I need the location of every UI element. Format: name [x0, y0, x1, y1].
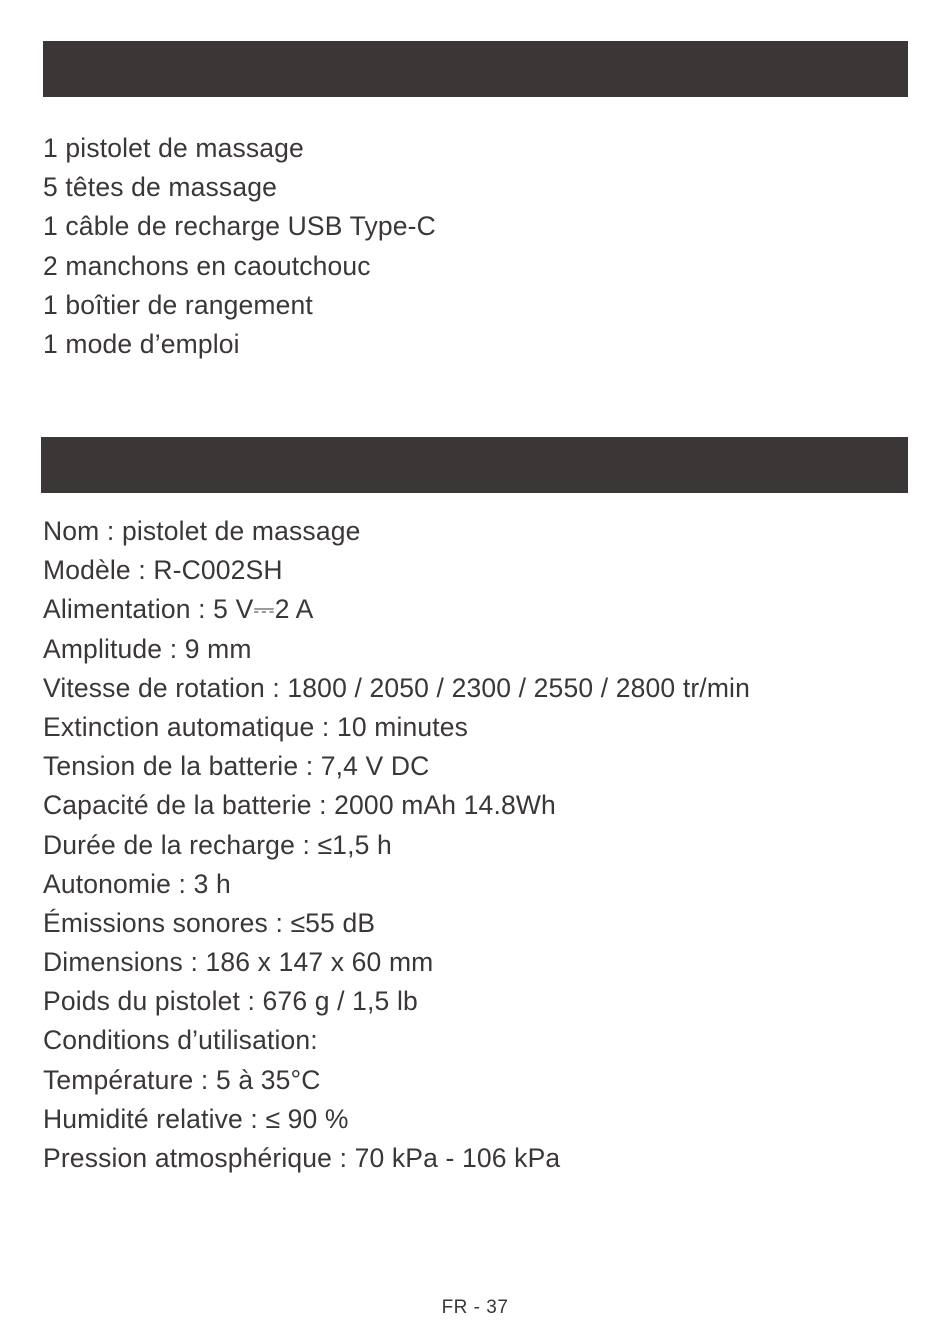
spec-item: Alimentation : 5 V⎓2 A [43, 594, 314, 625]
spec-item: Nom : pistolet de massage [43, 516, 361, 546]
specifications-list [43, 512, 750, 1178]
spec-item: Tension de la batterie : 7,4 V DC [43, 751, 430, 782]
section-header-bar-specifications [41, 437, 908, 493]
spec-item: Capacité de la batterie : 2000 mAh 14.8Wh [43, 790, 556, 821]
list-item: 1 boîtier de rangement [43, 289, 313, 320]
spec-item: Température : 5 à 35°C [43, 1064, 321, 1095]
spec-item: Vitesse de rotation : 1800 / 2050 / 2300 / 2550 / 2800 tr/min [43, 672, 750, 703]
spec-item: Poids du pistolet : 676 g / 1,5 lb [43, 986, 418, 1017]
spec-item: Modèle : R-C002SH [43, 555, 283, 586]
spec-item: Autonomie : 3 h [43, 868, 231, 899]
list-item: 1 câble de recharge USB Type-C [43, 211, 436, 242]
section-header-bar-contents [43, 41, 908, 97]
spec-item: Pression atmosphérique : 70 kPa - 106 kPa [43, 1143, 561, 1173]
spec-item: Dimensions : 186 x 147 x 60 mm [43, 947, 434, 978]
spec-item: Humidité relative : ≤ 90 % [43, 1103, 349, 1134]
spec-item: Conditions d’utilisation: [43, 1025, 318, 1056]
spec-item: Durée de la recharge : ≤1,5 h [43, 829, 392, 860]
list-item: 2 manchons en caoutchouc [43, 250, 371, 281]
package-contents-list [43, 129, 436, 364]
spec-item: Amplitude : 9 mm [43, 633, 252, 664]
spec-item: Émissions sonores : ≤55 dB [43, 907, 376, 938]
list-item: 5 têtes de massage [43, 172, 277, 203]
page-number: FR - 37 [441, 1297, 509, 1318]
list-item: 1 mode d’emploi [43, 328, 240, 359]
list-item: 1 pistolet de massage [43, 133, 304, 163]
spec-item: Extinction automatique : 10 minutes [43, 711, 469, 742]
